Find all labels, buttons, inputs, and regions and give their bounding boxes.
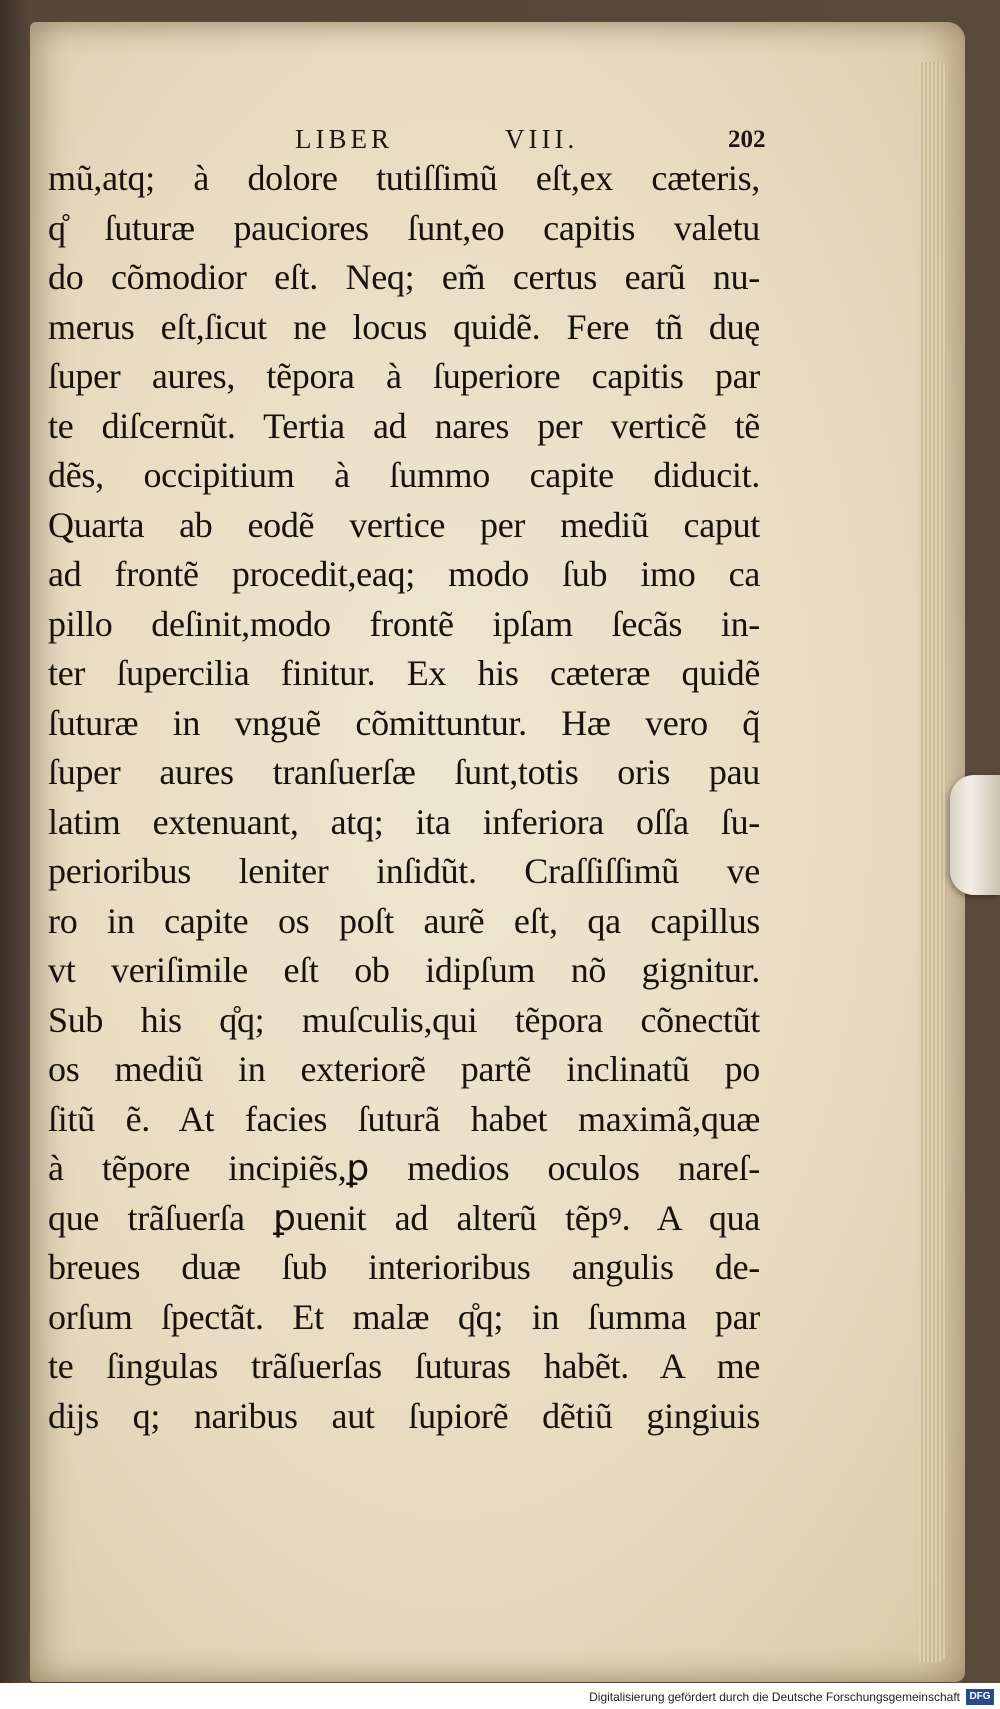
text-line: mũ,atq; à dolore tutiſſimũ eſt,ex cæteris, [48, 158, 760, 198]
text-line: ſuper aures, tẽpora à ſuperiore capitis par [48, 356, 760, 396]
page-edges [919, 62, 947, 1662]
text-line: à tẽpore incipiẽs,ꝑ medios oculos nareſ- [48, 1148, 760, 1188]
text-line: do cõmodior eſt. Neq; em̃ certus earũ nu- [48, 257, 760, 297]
text-line: ſitũ ẽ. At facies ſuturã habet maximã,quæ [48, 1098, 760, 1139]
text-line: que trãſuerſa ꝑuenit ad alterũ tẽpꝰ. A qua [48, 1197, 760, 1238]
text-line: dẽs, occipitium à ſummo capite diducit. [48, 455, 760, 495]
text-line: latim extenuant, atq; ita inferiora oſſa ſu- [48, 801, 760, 842]
text-line: ſuper aures tranſuerſæ ſunt,totis oris pau [48, 752, 760, 792]
text-line: breues duæ ſub interioribus angulis de- [48, 1247, 760, 1287]
text-line: q̊ ſuturæ pauciores ſunt,eo capitis valetu [48, 207, 760, 248]
text-line: Sub his q̊q; muſculis,qui tẽpora cõnectũt [48, 999, 760, 1040]
text-line: te diſcernũt. Tertia ad nares per verticẽ tẽ [48, 405, 760, 446]
text-line: perioribus leniter inſidũt. Craſſiſſimũ ve [48, 851, 760, 891]
text-line: ter ſupercilia finitur. Ex his cæteræ quidẽ [48, 653, 760, 693]
text-line: vt veriſimile eſt ob idipſum nõ gignitur. [48, 950, 760, 990]
text-line: merus eſt,ſicut ne locus quidẽ. Fere tñ duę [48, 306, 760, 347]
text-line: pillo deſinit,modo frontẽ ipſam ſecãs in- [48, 603, 760, 644]
folio-number: 202 [728, 126, 766, 153]
dfg-logo: DFG [966, 1689, 994, 1705]
body-text [48, 154, 760, 1441]
funding-credit: Digitalisierung gefördert durch die Deutsche Forschungsgemeinschaft [589, 1690, 960, 1704]
book-number: VIII. [505, 124, 579, 154]
text-line: te ſingulas trãſuerſas ſuturas habẽt. A me [48, 1346, 760, 1386]
text-line: Quarta ab eodẽ vertice per mediũ caput [48, 504, 760, 545]
text-line: ro in capite os poſt aurẽ eſt, qa capillus [48, 900, 760, 941]
text-line: dijs q; naribus aut ſupiorẽ dẽtiũ gingiuis [48, 1395, 760, 1436]
running-title: LIBER [295, 124, 393, 154]
bookmark-tab [950, 775, 1000, 895]
text-line: ſuturæ in vnguẽ cõmittuntur. Hæ vero q̃ [48, 702, 760, 743]
digitization-footer [0, 1683, 1000, 1709]
text-line: ad frontẽ procedit,eaq; modo ſub imo ca [48, 554, 760, 594]
text-line: orſum ſpectãt. Et malæ q̊q; in ſumma par [48, 1296, 760, 1337]
text-line: os mediũ in exteriorẽ partẽ inclinatũ po [48, 1049, 760, 1089]
